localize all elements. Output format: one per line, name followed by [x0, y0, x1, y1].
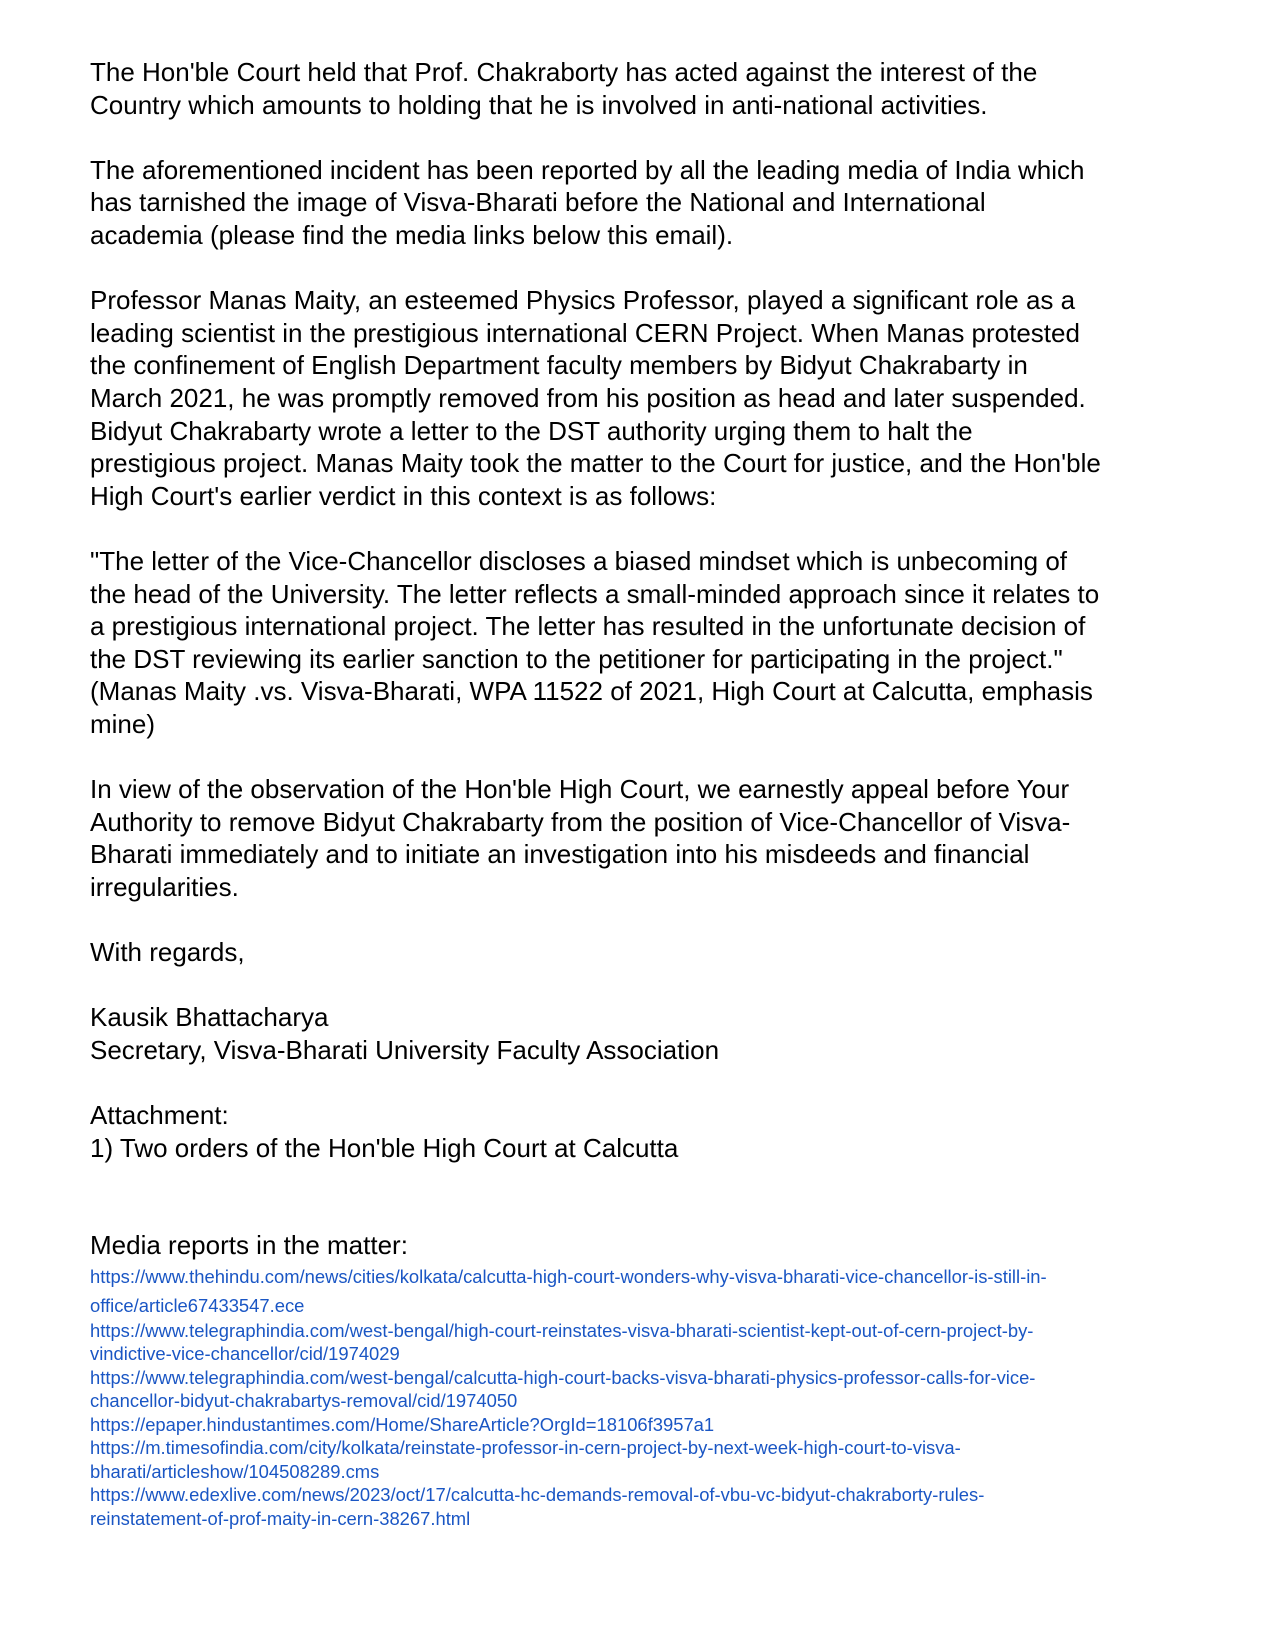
attachment-block	[90, 1099, 1200, 1164]
link-text[interactable]: bharati/articleshow/104508289.cms	[90, 1460, 380, 1482]
link-text[interactable]: https://www.telegraphindia.com/west-bengal/high-court-reinstates-visva-bharati-scientist-kept-out-of-cern-project-by-	[90, 1319, 1034, 1341]
text-line: the head of the University. The letter reflects a small-minded approach since it relates to	[90, 578, 1100, 609]
text-line: has tarnished the image of Visva-Bharati before the National and International	[90, 187, 986, 218]
paragraph-media-reported	[90, 154, 1200, 252]
media-links-list	[90, 1262, 1200, 1531]
letter-page	[90, 56, 1200, 1530]
media-reports-heading	[90, 1229, 1200, 1262]
text-line: a prestigious international project. The letter has resulted in the unfortunate decision of	[90, 611, 1086, 642]
text-line: High Court's earlier verdict in this context is as follows:	[90, 480, 717, 511]
signature-block	[90, 1001, 1200, 1066]
media-heading-text: Media reports in the matter:	[90, 1230, 408, 1261]
link-text[interactable]: https://www.thehindu.com/news/cities/kolkata/calcutta-high-court-wonders-why-visva-bharati-vice-chancellor-is-still-in-	[90, 1265, 1047, 1287]
link-text[interactable]: https://epaper.hindustantimes.com/Home/ShareArticle?OrgId=18106f3957a1	[90, 1413, 715, 1435]
text-line: the confinement of English Department faculty members by Bidyut Chakrabarty in	[90, 350, 1028, 381]
text-line: The aforementioned incident has been reported by all the leading media of India which	[90, 154, 1085, 185]
paragraph-court-quote	[90, 545, 1200, 741]
text-line: prestigious project. Manas Maity took the matter to the Court for justice, and the Hon'ble	[90, 448, 1101, 479]
media-link-telegraph-reinstates[interactable]	[90, 1319, 1200, 1366]
media-link-edexlive[interactable]	[90, 1483, 1200, 1530]
text-line: Country which amounts to holding that he is involved in anti-national activities.	[90, 89, 988, 120]
paragraph-appeal	[90, 773, 1200, 903]
signer-name: Kausik Bhattacharya	[90, 1002, 329, 1033]
media-link-thehindu[interactable]	[90, 1262, 1200, 1319]
text-line: mine)	[90, 708, 156, 739]
text-line: "The letter of the Vice-Chancellor discloses a biased mindset which is unbecoming of	[90, 545, 1068, 576]
text-line: academia (please find the media links below this email).	[90, 219, 734, 250]
text-line: the DST reviewing its earlier sanction to the petitioner for participating in the project."	[90, 643, 1063, 674]
text-line: The Hon'ble Court held that Prof. Chakraborty has acted against the interest of the	[90, 57, 1038, 87]
text-line: Authority to remove Bidyut Chakrabarty from the position of Vice-Chancellor of Visva-	[90, 806, 1071, 837]
media-link-timesofindia[interactable]	[90, 1436, 1200, 1483]
paragraph-court-held	[90, 56, 1200, 121]
signer-title: Secretary, Visva-Bharati University Faculty Association	[90, 1034, 720, 1065]
closing	[90, 936, 1200, 969]
link-text[interactable]: vindictive-vice-chancellor/cid/1974029	[90, 1343, 400, 1365]
media-link-telegraph-backs[interactable]	[90, 1366, 1200, 1413]
text-line: (Manas Maity .vs. Visva-Bharati, WPA 11522 of 2021, High Court at Calcutta, emphasis	[90, 676, 1093, 707]
link-text[interactable]: https://www.telegraphindia.com/west-bengal/calcutta-high-court-backs-visva-bharati-physics-professor-calls-for-vice-	[90, 1366, 1036, 1388]
closing-text: With regards,	[90, 937, 245, 968]
link-text[interactable]: office/article67433547.ece	[90, 1294, 305, 1316]
text-line: In view of the observation of the Hon'ble High Court, we earnestly appeal before Your	[90, 774, 1070, 805]
paragraph-manas-maity	[90, 284, 1200, 512]
text-line: Professor Manas Maity, an esteemed Physics Professor, played a significant role as a	[90, 285, 1076, 316]
text-line: Bidyut Chakrabarty wrote a letter to the DST authority urging them to halt the	[90, 415, 973, 446]
attachment-item: 1) Two orders of the Hon'ble High Court at Calcutta	[90, 1132, 679, 1163]
text-line: March 2021, he was promptly removed from his position as head and later suspended.	[90, 382, 1086, 413]
text-line: leading scientist in the prestigious international CERN Project. When Manas protested	[90, 317, 1080, 348]
link-text[interactable]: chancellor-bidyut-chakrabartys-removal/cid/1974050	[90, 1390, 518, 1412]
text-line: Bharati immediately and to initiate an investigation into his misdeeds and financial	[90, 839, 1030, 870]
text-line: irregularities.	[90, 871, 239, 902]
link-text[interactable]: https://m.timesofindia.com/city/kolkata/reinstate-professor-in-cern-project-by-next-week-high-court-to-visva-	[90, 1437, 961, 1459]
media-link-hindustantimes[interactable]	[90, 1413, 1200, 1437]
link-text[interactable]: https://www.edexlive.com/news/2023/oct/17/calcutta-hc-demands-removal-of-vbu-vc-bidyut-chakraborty-rules-	[90, 1484, 985, 1506]
attachment-label: Attachment:	[90, 1100, 229, 1130]
link-text[interactable]: reinstatement-of-prof-maity-in-cern-38267.html	[90, 1507, 471, 1529]
